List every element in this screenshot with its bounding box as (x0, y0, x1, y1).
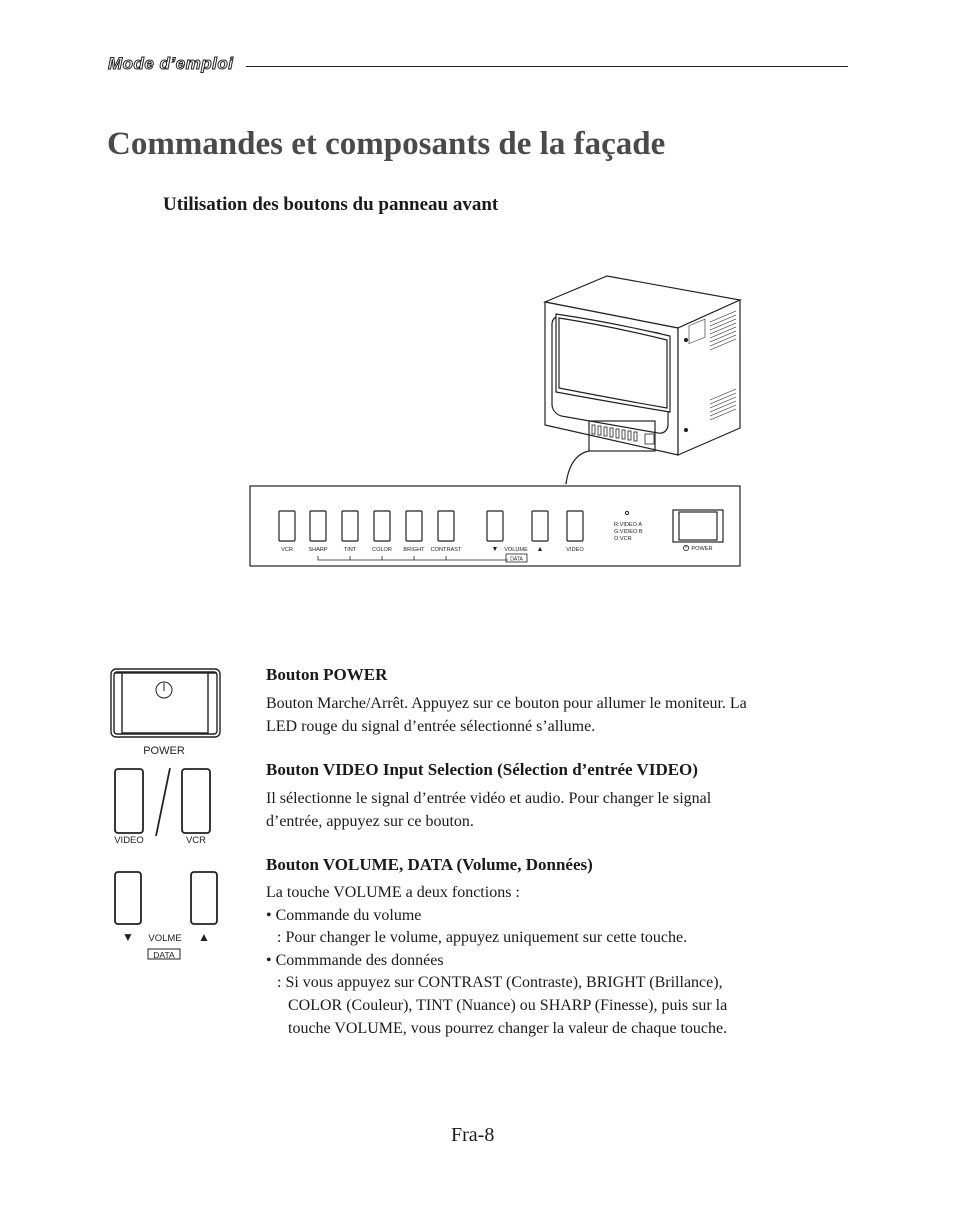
volume-illustration-label: VOLME (148, 933, 182, 944)
panel-label-vcr: VCR (281, 547, 293, 553)
page-title: Commandes et composants de la façade (107, 126, 666, 162)
power-illustration-label: POWER (143, 745, 185, 757)
video-vcr-illustration (115, 768, 210, 836)
data-illustration-label: DATA (153, 950, 175, 960)
panel-label-data: DATA (510, 556, 523, 563)
volume-down-arrow: ▼ (122, 930, 134, 944)
front-panel-labels (281, 522, 712, 563)
text-line: Bouton Marche/Arrêt. Appuyez sur ce bouton pour allumer le moniteur. La (266, 695, 747, 712)
text-line: • Commande du volume (266, 906, 422, 924)
monitor-diagram (0, 0, 954, 600)
section-body-video (266, 787, 841, 833)
text-line: touche VOLUME, vous pourrez changer la valeur de chaque touche. (288, 1019, 728, 1037)
panel-label-sharp: SHARP (308, 547, 328, 553)
panel-power-icon (683, 545, 688, 551)
power-button-illustration (111, 669, 220, 737)
text-line: La touche VOLUME a deux fonctions : (266, 884, 520, 901)
panel-label-bright: BRIGHT (403, 547, 425, 553)
section-title-volume: Bouton VOLUME, DATA (Volume, Données) (266, 855, 593, 874)
panel-label-power: POWER (691, 546, 713, 552)
header-title: Mode d’emploi (108, 54, 234, 73)
panel-led-b: G:VIDEO B (614, 529, 643, 535)
panel-label-down: ▼ (491, 546, 499, 553)
panel-led-a: R:VIDEO A (614, 522, 642, 528)
text-line: : Pour changer le volume, appuyez uniquement sur cette touche. (277, 929, 688, 947)
panel-label-volume: VOLUME (504, 547, 528, 553)
section-title-power: Bouton POWER (266, 665, 388, 684)
text-line: COLOR (Couleur), TINT (Nuance) ou SHARP (Finesse), puis sur la (288, 996, 728, 1014)
panel-label-tint: TINT (343, 547, 357, 553)
panel-label-color: COLOR (372, 547, 392, 553)
vcr-illustration-label: VCR (185, 835, 207, 846)
text-line: • Commmande des données (266, 951, 444, 969)
panel-label-video: VIDEO (566, 547, 584, 553)
page-number: Fra-8 (451, 1124, 495, 1146)
video-illustration-label: VIDEO (114, 835, 144, 846)
front-panel (250, 486, 740, 566)
text-line: Il sélectionne le signal d’entrée vidéo et audio. Pour changer le signal (266, 790, 712, 807)
volume-up-arrow: ▲ (198, 930, 210, 944)
page-subtitle: Utilisation des boutons du panneau avant (163, 194, 499, 215)
section-body-power (266, 692, 841, 738)
text-line: d’entrée, appuyez sur ce bouton. (266, 813, 474, 830)
volume-illustration (115, 872, 217, 959)
monitor-illustration (545, 276, 740, 484)
section-body-volume (266, 882, 841, 1040)
panel-label-contrast: CONTRAST (430, 547, 462, 553)
section-title-video: Bouton VIDEO Input Selection (Sélection d’entrée VIDEO) (266, 760, 698, 779)
text-line: : Si vous appuyez sur CONTRAST (Contraste), BRIGHT (Brillance), (277, 974, 723, 992)
button-illustrations (100, 660, 230, 970)
panel-led-vcr: O:VCR (614, 536, 632, 542)
panel-label-up: ▲ (536, 546, 544, 553)
text-line: LED rouge du signal d’entrée sélectionné s’allume. (266, 718, 596, 735)
